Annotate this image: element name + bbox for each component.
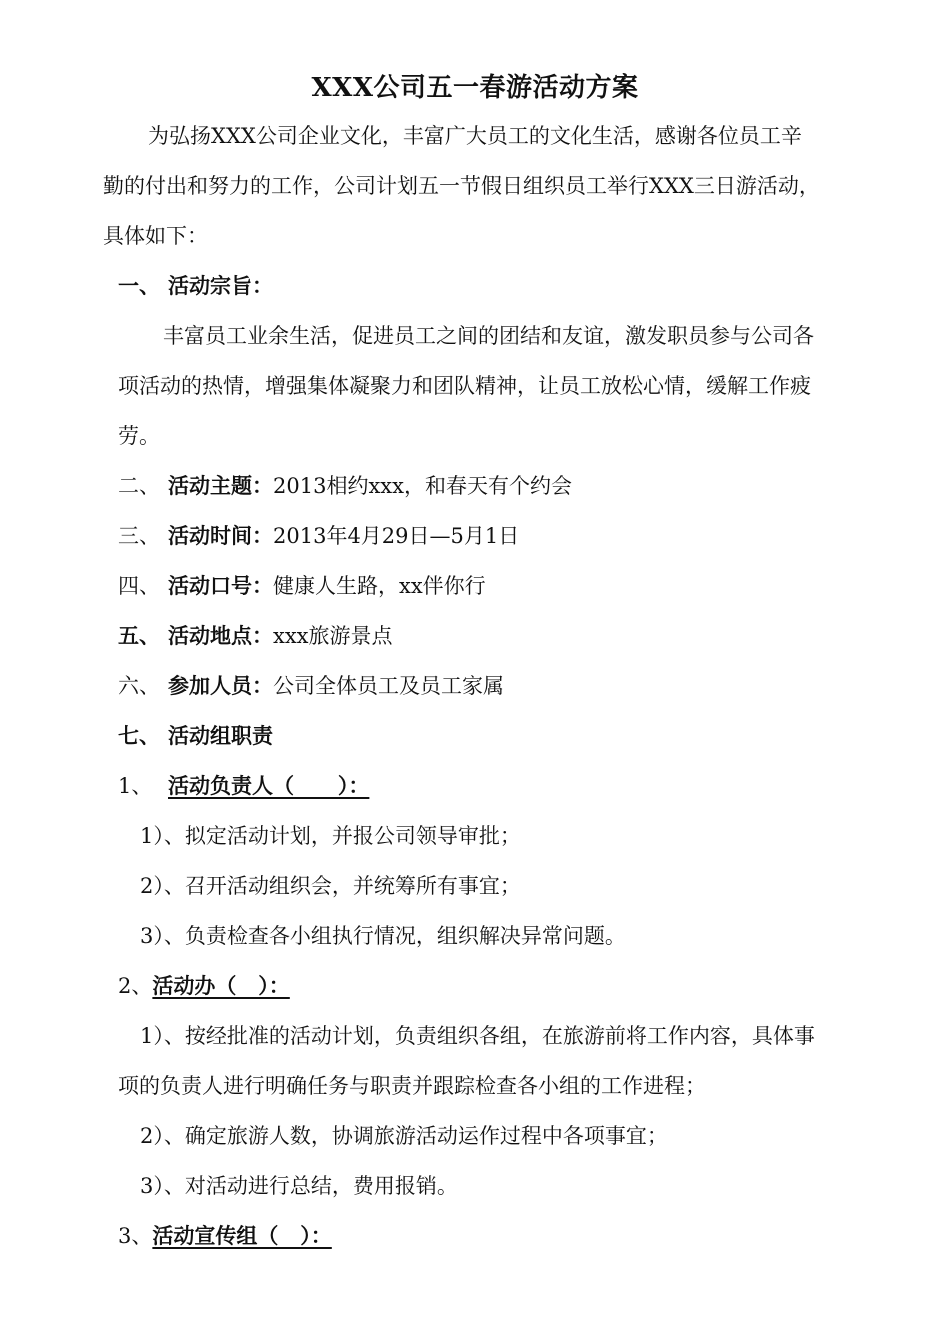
section-5-number: 五、: [118, 623, 160, 648]
section-7-label: 活动组职责: [168, 723, 273, 748]
section-3-number: 三、: [118, 524, 160, 548]
section-1-heading: [118, 270, 273, 302]
section-3-value: 2013年4月29日—5月1日: [273, 524, 520, 548]
intro-line-3: 具体如下：: [103, 224, 208, 248]
section-2: [118, 470, 572, 502]
section-3: [118, 520, 519, 552]
intro-line-2: 勤的付出和努力的工作，公司计划五一节假日组织员工举行XXX三日游活动，: [103, 174, 820, 198]
section-6-label: 参加人员：: [168, 673, 273, 698]
group-2-number: 2、: [118, 974, 153, 998]
section-4-number: 四、: [118, 574, 160, 598]
section-4-label: 活动口号：: [168, 573, 273, 598]
section-7-number: 七、: [118, 723, 160, 748]
group-3-heading: [118, 1220, 332, 1252]
section-2-label: 活动主题：: [168, 473, 273, 498]
group-1-item-3: 3）、负责检查各小组执行情况，组织解决异常问题。: [140, 924, 626, 948]
group-2-heading: [118, 970, 290, 1002]
section-4-value: 健康人生路，xx伴你行: [273, 574, 486, 598]
group-2-item-3: 3）、对活动进行总结，费用报销。: [140, 1174, 458, 1198]
group-2-item-1a: 1）、按经批准的活动计划，负责组织各组，在旅游前将工作内容，具体事: [140, 1024, 815, 1048]
group-2-label: 活动办（ ）：: [152, 973, 290, 998]
section-7-heading: [118, 720, 273, 752]
group-3-label: 活动宣传组（ ）：: [152, 1223, 332, 1248]
group-2-item-1b: 项的负责人进行明确任务与职责并跟踪检查各小组的工作进程；: [118, 1074, 706, 1098]
section-6: [118, 670, 504, 702]
section-5-label: 活动地点：: [168, 623, 273, 648]
section-1-number: 一、: [118, 273, 160, 298]
group-2-item-2: 2）、确定旅游人数，协调旅游活动运作过程中各项事宜；: [140, 1124, 668, 1148]
section-6-value: 公司全体员工及员工家属: [273, 674, 504, 698]
section-2-value: 2013相约xxx，和春天有个约会: [273, 474, 572, 498]
group-1-heading: [118, 770, 369, 802]
group-1-number: 1、: [118, 774, 153, 798]
group-1-item-2: 2）、召开活动组织会，并统筹所有事宜；: [140, 874, 521, 898]
section-5: [118, 620, 393, 652]
section-6-number: 六、: [118, 674, 160, 698]
section-1-body-1: 丰富员工业余生活，促进员工之间的团结和友谊，激发职员参与公司各: [163, 324, 814, 348]
section-3-label: 活动时间：: [168, 523, 273, 548]
group-1-label: 活动负责人（ ）：: [168, 773, 370, 798]
intro-line-1: 为弘扬XXX公司企业文化，丰富广大员工的文化生活，感谢各位员工辛: [148, 124, 802, 148]
section-5-value: xxx旅游景点: [273, 624, 393, 648]
section-4: [118, 570, 486, 602]
section-1-label: 活动宗旨：: [168, 273, 273, 298]
group-3-number: 3、: [118, 1224, 153, 1248]
group-1-item-1: 1）、拟定活动计划，并报公司领导审批；: [140, 824, 521, 848]
section-2-number: 二、: [118, 474, 160, 498]
section-1-body-3: 劳。: [118, 424, 160, 448]
section-1-body-2: 项活动的热情，增强集体凝聚力和团队精神，让员工放松心情，缓解工作疲: [118, 374, 811, 398]
page-title: XXX公司五一春游活动方案: [311, 73, 639, 103]
